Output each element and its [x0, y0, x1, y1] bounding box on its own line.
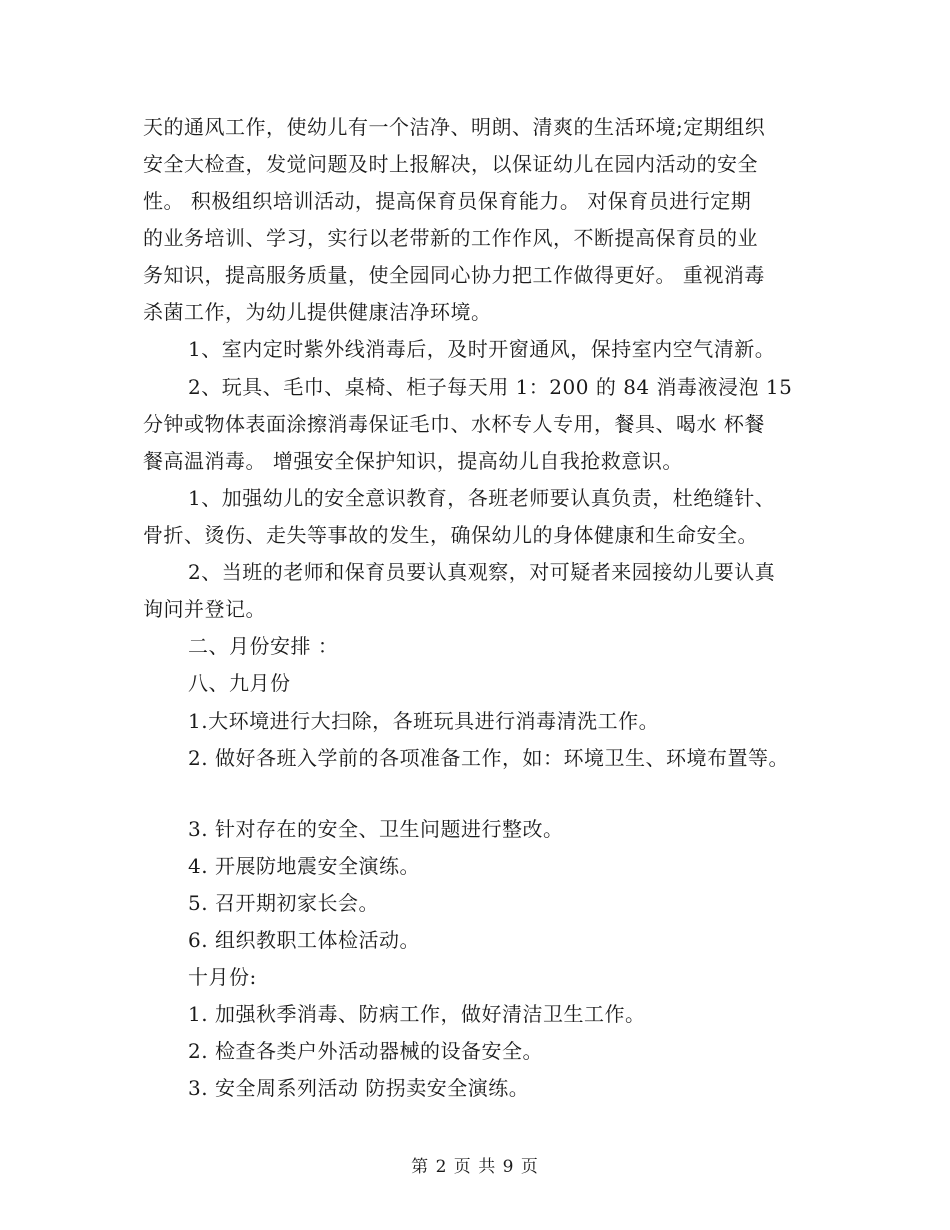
- month-heading: 八、九月份: [188, 671, 291, 695]
- page-number-footer: 第 2 页 共 9 页: [411, 1157, 539, 1177]
- text-line: 2、当班的老师和保育员要认真观察，对可疑者来园接幼儿要认真: [188, 560, 776, 584]
- text-line: 的业务培训、学习，实行以老带新的工作作风，不断提高保育员的业: [143, 226, 758, 250]
- text-line: 1、加强幼儿的安全意识教育，各班老师要认真负责，杜绝缝针、: [188, 486, 776, 510]
- list-item: 1. 加强秋季消毒、防病工作，做好清洁卫生工作。: [188, 1002, 646, 1026]
- text-line: 餐高温消毒。 增强安全保护知识，提高幼儿自我抢救意识。: [143, 449, 683, 473]
- list-item: 5. 召开期初家长会。: [188, 891, 379, 915]
- text-line: 询问并登记。: [143, 597, 266, 621]
- list-item: 1.大环境进行大扫除，各班玩具进行消毒清洗工作。: [188, 709, 660, 733]
- text-line: 务知识，提高服务质量，使全园同心协力把工作做得更好。 重视消毒: [143, 263, 765, 287]
- text-line: 骨折、烫伤、走失等事故的发生，确保幼儿的身体健康和生命安全。: [143, 523, 758, 547]
- list-item: 3. 针对存在的安全、卫生问题进行整改。: [188, 817, 564, 841]
- text-line: 天的通风工作，使幼儿有一个洁净、明朗、清爽的生活环境;定期组织: [143, 115, 766, 139]
- text-line: 分钟或物体表面涂擦消毒保证毛巾、水杯专人专用，餐具、喝水 杯餐: [143, 412, 765, 436]
- month-heading: 十月份:: [188, 965, 257, 989]
- text-line: 2、玩具、毛巾、桌椅、柜子每天用 1：200 的 84 消毒液浸泡 15: [188, 375, 793, 399]
- section-heading: 二、月份安排 ：: [188, 634, 339, 658]
- list-item: 6. 组织教职工体检活动。: [188, 928, 420, 952]
- list-item: 4. 开展防地震安全演练。: [188, 854, 420, 878]
- text-line: 安全大检查，发觉问题及时上报解决，以保证幼儿在园内活动的安全: [143, 152, 758, 176]
- text-line: 性。 积极组织培训活动，提高保育员保育能力。 对保育员进行定期: [143, 189, 752, 213]
- list-item: 2. 检查各类户外活动器械的设备安全。: [188, 1039, 543, 1063]
- list-item: 3. 安全周系列活动 防拐卖安全演练。: [188, 1076, 530, 1100]
- list-item: 2. 做好各班入学前的各项准备工作，如：环境卫生、环境布置等。: [188, 746, 789, 770]
- text-line: 杀菌工作，为幼儿提供健康洁净环境。: [143, 300, 492, 324]
- text-line: 1、室内定时紫外线消毒后，及时开窗通风，保持室内空气清新。: [188, 337, 776, 361]
